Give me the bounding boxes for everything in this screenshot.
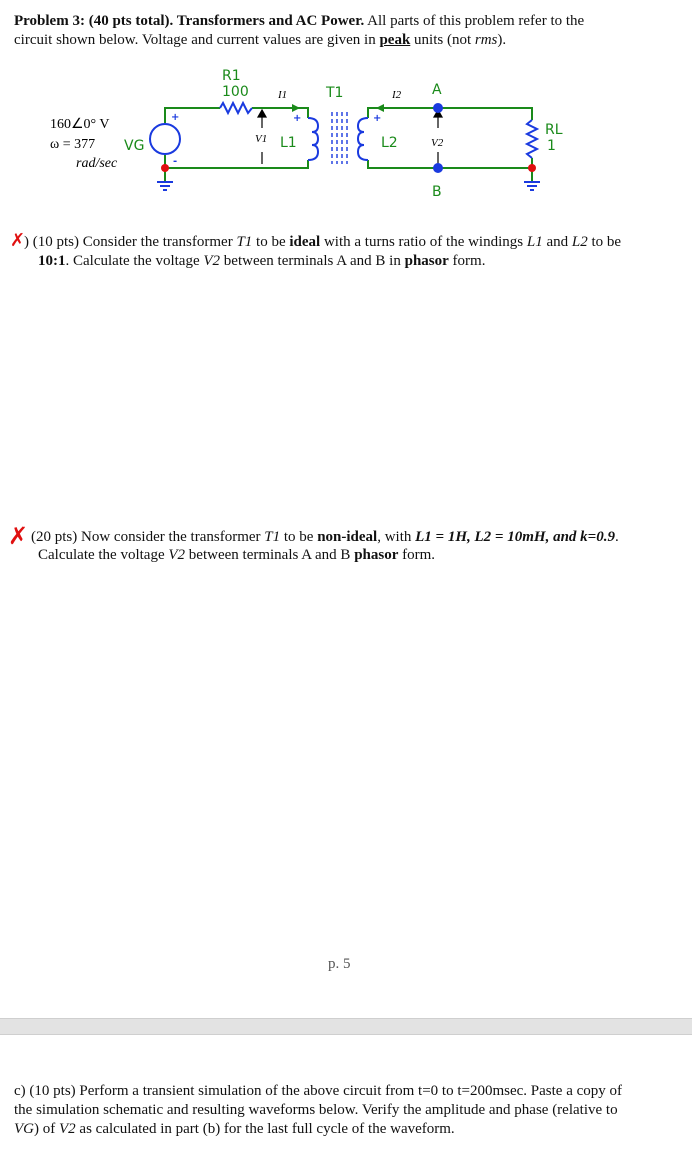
l2-plus: +: [373, 113, 382, 124]
r1-label: R1: [222, 68, 241, 84]
intro-text: units (not: [410, 32, 475, 48]
i2-label: I2: [392, 89, 402, 101]
part-b-line1: (20 pts) Now consider the transformer T1 to be non-ideal, with L1 = 1H, L2 = 10mH, and k=0.9.: [31, 529, 619, 545]
ground-wire: [165, 168, 532, 182]
part-c-marker: c): [14, 1083, 26, 1099]
ground-node: [528, 164, 536, 172]
circuit-diagram: [0, 0, 692, 210]
l2-label: L2: [381, 135, 398, 151]
rl-value: 1: [547, 138, 556, 154]
omega-unit: rad/sec: [76, 156, 118, 171]
i1-arrow-icon: [292, 104, 300, 112]
ground-node: [161, 164, 169, 172]
vg-label: VG: [124, 138, 145, 154]
i1-label: I1: [278, 89, 288, 101]
node-b-label: B: [432, 184, 442, 200]
r1-value: 100: [222, 84, 249, 100]
vg-minus: -: [173, 156, 178, 167]
source-value: 160∠0° V: [50, 117, 110, 132]
problem-title: Problem 3: (40 pts total). Transformers and AC Power.: [14, 13, 365, 29]
t1-label: T1: [326, 85, 344, 101]
part-c-line2: the simulation schematic and resulting waveforms below. Verify the amplitude and phase (relative to: [14, 1102, 618, 1118]
resistor-rl: [527, 120, 537, 158]
voltage-source-vg: [150, 124, 180, 154]
part-b-line2: Calculate the voltage V2 between terminals A and B phasor form.: [38, 547, 436, 563]
v2-label: V2: [431, 137, 444, 149]
part-a-line2: 10:1. Calculate the voltage V2 between terminals A and B in phasor form.: [38, 253, 486, 269]
node-a-label: A: [432, 82, 442, 98]
red-x-mark-icon: ✗: [10, 230, 26, 251]
node-a: [433, 103, 443, 113]
i2-arrow-icon: [376, 104, 384, 112]
resistor-r1: [220, 103, 252, 113]
v1-label: V1: [255, 133, 268, 145]
inductor-l2: [358, 118, 368, 160]
rms-word: rms: [474, 32, 498, 48]
omega-value: ω = 377: [50, 137, 96, 152]
part-c-line1: c) (10 pts) Perform a transient simulation of the above circuit from t=0 to t=200msec. Paste a copy of: [14, 1083, 623, 1099]
vg-plus: +: [171, 112, 180, 123]
page-number: p. 5: [328, 956, 351, 972]
peak-word: peak: [379, 32, 411, 48]
part-a-marker: ): [24, 234, 29, 250]
ground-icon: [157, 182, 540, 190]
intro-text: ).: [497, 32, 507, 48]
inductor-l1: [308, 118, 318, 160]
rl-label: RL: [545, 122, 563, 138]
part-c-line3: VG) of V2 as calculated in part (b) for the last full cycle of the waveform.: [14, 1121, 455, 1137]
intro-text: All parts of this problem refer to the: [364, 13, 585, 29]
l1-plus: +: [293, 113, 302, 124]
page-separator: [0, 1018, 692, 1035]
transformer-core: [332, 112, 347, 164]
l1-label: L1: [280, 135, 297, 151]
red-x-mark-icon: ✗: [8, 522, 29, 550]
intro-text: circuit shown below. Voltage and current values are given in: [14, 32, 380, 48]
node-b: [433, 163, 443, 173]
part-a-line1: ) (10 pts) Consider the transformer T1 to be ideal with a turns ratio of the windings L1 and L2 to be: [24, 234, 622, 250]
v1-arrow-icon: [258, 110, 266, 117]
